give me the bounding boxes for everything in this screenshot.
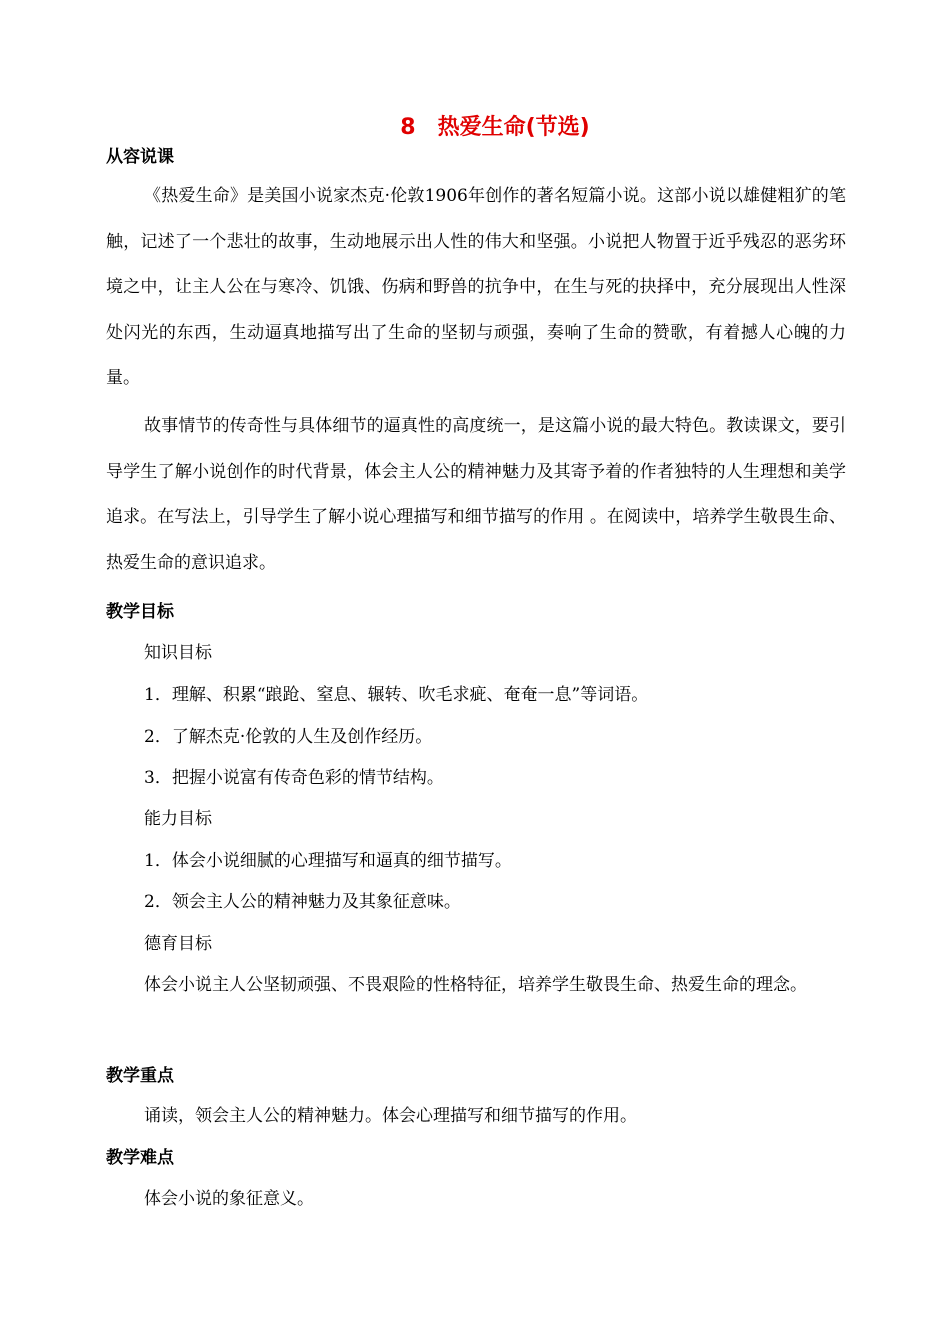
ability-goal-item-1: 1．体会小说细腻的心理描写和逼真的细节描写。: [144, 851, 512, 871]
knowledge-goal-item-2: 2．了解杰克·伦敦的人生及创作经历。: [144, 727, 433, 747]
moral-goal-text: 体会小说主人公坚韧顽强、不畏艰险的性格特征，培养学生敬畏生命、热爱生命的理念。: [144, 975, 807, 995]
difficulties-text: 体会小说的象征意义。: [144, 1189, 314, 1209]
section-heading-intro: 从容说课: [106, 147, 174, 167]
section-heading-goals: 教学目标: [106, 602, 174, 622]
ability-goal-item-2: 2．领会主人公的精神魅力及其象征意味。: [144, 892, 461, 912]
moral-goal-label: 德育目标: [144, 934, 212, 954]
key-points-text: 诵读，领会主人公的精神魅力。体会心理描写和细节描写的作用。: [144, 1106, 637, 1126]
section-heading-key-points: 教学重点: [106, 1066, 174, 1086]
document-title: [0, 110, 950, 141]
knowledge-goal-item-1: 1．理解、积累“踉跄、窒息、辗转、吹毛求疵、奄奄一息”等词语。: [144, 685, 649, 705]
section-heading-difficulties: 教学难点: [106, 1148, 174, 1168]
lesson-title: 热爱生命(节选): [437, 115, 590, 140]
intro-paragraph-2: 故事情节的传奇性与具体细节的逼真性的高度统一，是这篇小说的最大特色。教读课文，要引导学生了解小说创作的时代背景，体会主人公的精神魅力及其寄予着的作者独特的人生理想和美学追求。在写法上，引导学生了解小说心理描写和细节描写的作用 。在阅读中，培养学生敬畏生命、热爱生命的意识追求。: [106, 416, 846, 573]
knowledge-goal-item-3: 3．把握小说富有传奇色彩的情节结构。: [144, 768, 444, 788]
intro-paragraph-1: 《热爱生命》是美国小说家杰克·伦敦1906年创作的著名短篇小说。这部小说以雄健粗犷的笔触，记述了一个悲壮的故事，生动地展示出人性的伟大和坚强。小说把人物置于近乎残忍的恶劣环境之中，让主人公在与寒冷、饥饿、伤病和野兽的抗争中，在生与死的抉择中，充分展现出人性深处闪光的东西，生动逼真地描写出了生命的坚韧与顽强，奏响了生命的赞歌，有着撼人心魄的力量。: [106, 186, 846, 388]
ability-goal-label: 能力目标: [144, 809, 212, 829]
lesson-number: 8: [400, 115, 416, 140]
knowledge-goal-label: 知识目标: [144, 643, 212, 663]
